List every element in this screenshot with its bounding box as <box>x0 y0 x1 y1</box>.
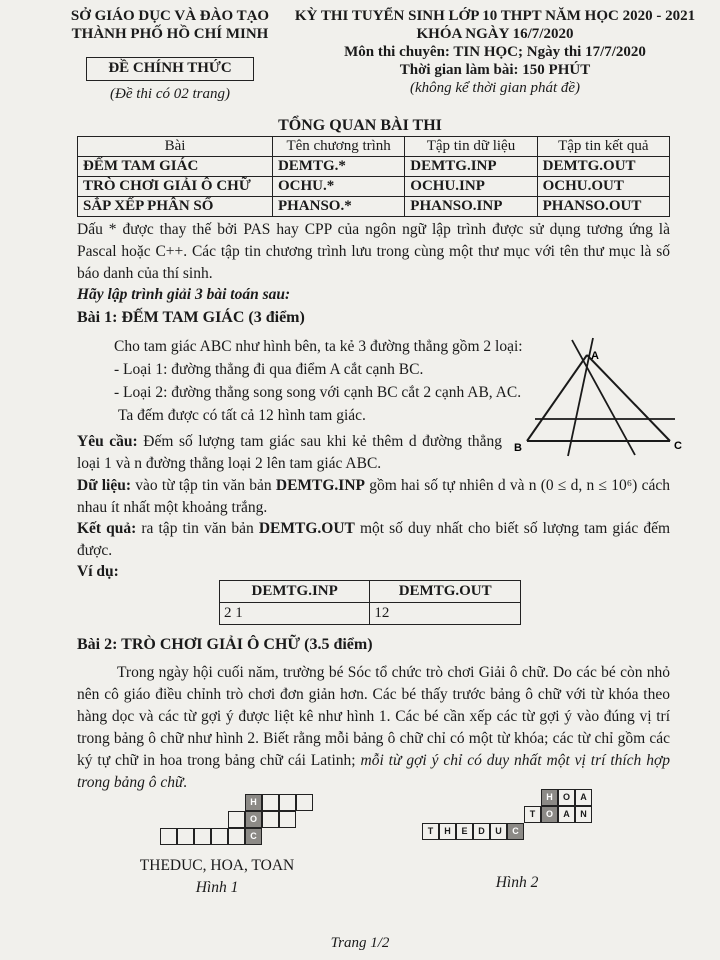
label-b: B <box>514 442 522 454</box>
overview-header-row <box>78 137 670 157</box>
data-label: Dữ liệu: <box>77 477 132 494</box>
problem-name: SẮP XẾP PHÂN SỐ <box>78 197 273 217</box>
program-name: DEMTG.* <box>272 157 404 177</box>
example-input-value: 2 1 <box>220 603 370 625</box>
output-file: PHANSO.OUT <box>537 197 669 217</box>
program-name: PHANSO.* <box>272 197 404 217</box>
duration-note: (không kể thời gian phát đề) <box>409 80 581 96</box>
official-box <box>86 57 254 81</box>
grid-cell: A <box>575 789 592 806</box>
pages-note: (Đề thi có 02 trang) <box>110 86 230 102</box>
bai1-result <box>77 518 670 562</box>
grid-cell <box>228 828 245 845</box>
keyword-cell: H <box>245 794 262 811</box>
col-header: Tập tin dữ liệu <box>405 137 537 157</box>
input-file: DEMTG.INP <box>405 157 537 177</box>
result-text: một số duy nhất cho biết số lượng tam giác đếm được. <box>77 520 671 559</box>
bai2-italic-text: mỗi từ gợi ý chỉ có duy nhất một vị trí thích hợp trong bảng ô chữ. <box>77 752 670 791</box>
triangle-figure <box>510 335 690 460</box>
city-name: THÀNH PHỐ HỒ CHÍ MINH <box>71 26 269 42</box>
data-text: vào từ tập tin văn bản <box>131 477 276 494</box>
grid-cell <box>228 811 245 828</box>
bai1-intro-block <box>114 335 544 427</box>
example-table <box>219 580 521 625</box>
grid-cell: D <box>473 823 490 840</box>
program-name: OCHU.* <box>272 177 404 197</box>
data-file: DEMTG.INP <box>275 477 365 494</box>
grid-cell: N <box>575 806 592 823</box>
bai1-requirement <box>77 431 502 475</box>
hint-words: THEDUC, HOA, TOAN <box>139 857 295 874</box>
example-label: Ví dụ: <box>77 563 119 580</box>
label-c: C <box>674 440 682 452</box>
side-ac <box>587 355 670 441</box>
example-output-value: 12 <box>370 603 521 625</box>
output-file: OCHU.OUT <box>537 177 669 197</box>
grid-cell <box>160 828 177 845</box>
keyword-cell: H <box>541 789 558 806</box>
grid-cell <box>262 794 279 811</box>
col-header: Tập tin kết quả <box>537 137 669 157</box>
line-type1 <box>572 340 635 455</box>
input-file: PHANSO.INP <box>405 197 537 217</box>
page-number: Trang 1/2 <box>330 935 390 951</box>
overview-table <box>77 136 670 217</box>
exam-name: KỲ THI TUYỂN SINH LỚP 10 THPT NĂM HỌC 2020 - 2021 <box>294 8 696 24</box>
example-header-row <box>220 581 521 603</box>
subject-line: Môn thi chuyên: TIN HỌC; Ngày thi 17/7/2020 <box>344 44 646 60</box>
bai2-title: Bài 2: TRÒ CHƠI GIẢI Ô CHỮ (3.5 điểm) <box>77 636 373 653</box>
official-label: ĐỀ CHÍNH THỨC <box>108 60 232 76</box>
table-row <box>78 177 670 197</box>
overview-title: TỔNG QUAN BÀI THI <box>278 117 442 134</box>
col-header: Tên chương trình <box>272 137 404 157</box>
req-text: Đếm số lượng tam giác sau khi kẻ thêm d đường thẳng loại 1 và n đường thẳng loại 2 lên tam giác ABC. <box>77 433 503 472</box>
keyword-cell: O <box>245 811 262 828</box>
bai2-paragraph <box>77 662 670 794</box>
instruction: Hãy lập trình giải 3 bài toán sau: <box>77 286 291 303</box>
exam-date: KHÓA NGÀY 16/7/2020 <box>416 26 574 42</box>
header-right <box>285 7 705 97</box>
bai1-type2: - Loại 2: đường thẳng song song với cạnh BC cắt 2 cạnh AB, AC. <box>114 384 522 401</box>
bai1-type1: - Loại 1: đường thẳng đi qua điểm A cắt cạnh BC. <box>114 361 424 378</box>
result-file: DEMTG.OUT <box>258 520 355 537</box>
col-header: Bài <box>78 137 273 157</box>
grid-cell: H <box>439 823 456 840</box>
duration: Thời gian làm bài: 150 PHÚT <box>399 62 591 78</box>
bai2-text: Trong ngày hội cuối năm, trường bé Sóc tổ chức trò chơi Giải ô chữ. Do các bé còn nhỏ nên cô giáo điều chỉnh trò chơi đơn giản hơn. Các bé thấy trước bảng ô chữ với từ khóa theo hàng dọc và các từ gợi ý được liệt kê như hình 1. Các bé cần xếp các từ gợi ý vào đúng vị trí trong bảng ô chữ như hình 2. Biết rằng mỗi bảng ô chữ chỉ có một từ khóa; các từ chỉ gồm các ký tự chữ in hoa trong bảng chữ cái Latinh; <box>77 664 670 769</box>
output-file: DEMTG.OUT <box>537 157 669 177</box>
example-input-header: DEMTG.INP <box>220 581 370 603</box>
result-label: Kết quả: <box>77 520 137 537</box>
grid-cell: U <box>490 823 507 840</box>
grid-cell <box>194 828 211 845</box>
side-ab <box>527 355 587 441</box>
bai1-data <box>77 475 670 519</box>
crossword-figure-2 <box>422 789 622 841</box>
input-file: OCHU.INP <box>405 177 537 197</box>
example-value-row <box>220 603 521 625</box>
req-label: Yêu cầu: <box>77 433 138 450</box>
grid-cell <box>211 828 228 845</box>
example-output-header: DEMTG.OUT <box>370 581 521 603</box>
keyword-cell: O <box>541 806 558 823</box>
grid-cell: A <box>558 806 575 823</box>
problem-name: TRÒ CHƠI GIẢI Ô CHỮ <box>78 177 273 197</box>
crossword-figure-1 <box>117 794 317 846</box>
table-row <box>78 197 670 217</box>
overview-note: Dấu * được thay thế bởi PAS hay CPP của ngôn ngữ lập trình được sử dụng tương ứng là Pascal hoặc C++. Các tập tin chương trình lưu trong cùng một thư mục với tên thư mục là số báo danh của thí sinh. <box>77 221 670 282</box>
bai1-intro: Cho tam giác ABC như hình bên, ta kẻ 3 đường thẳng gồm 2 loại: <box>114 338 523 355</box>
bai1-title: Bài 1: ĐẾM TAM GIÁC (3 điểm) <box>77 309 305 326</box>
figure-2-caption: Hình 2 <box>495 874 539 891</box>
table-row <box>78 157 670 177</box>
grid-cell <box>296 794 313 811</box>
header-left <box>60 7 280 43</box>
grid-cell <box>279 811 296 828</box>
keyword-cell: C <box>507 823 524 840</box>
bai1-count: Ta đếm được có tất cả 12 hình tam giác. <box>118 407 366 424</box>
grid-cell <box>177 828 194 845</box>
grid-cell: O <box>558 789 575 806</box>
department-name: SỞ GIÁO DỤC VÀ ĐÀO TẠO <box>70 8 270 24</box>
grid-cell <box>279 794 296 811</box>
problem-name: ĐẾM TAM GIÁC <box>78 157 273 177</box>
result-text: ra tập tin văn bản <box>136 520 259 537</box>
grid-cell: E <box>456 823 473 840</box>
data-text: gồm hai số tự nhiên d và n (0 ≤ d, n ≤ 10⁶) cách nhau ít nhất một khoảng trắng. <box>77 477 670 516</box>
figure-1-caption: Hình 1 <box>195 879 239 896</box>
keyword-cell: C <box>245 828 262 845</box>
label-a: A <box>591 350 599 362</box>
grid-cell <box>262 811 279 828</box>
grid-cell: T <box>422 823 439 840</box>
grid-cell: T <box>524 806 541 823</box>
